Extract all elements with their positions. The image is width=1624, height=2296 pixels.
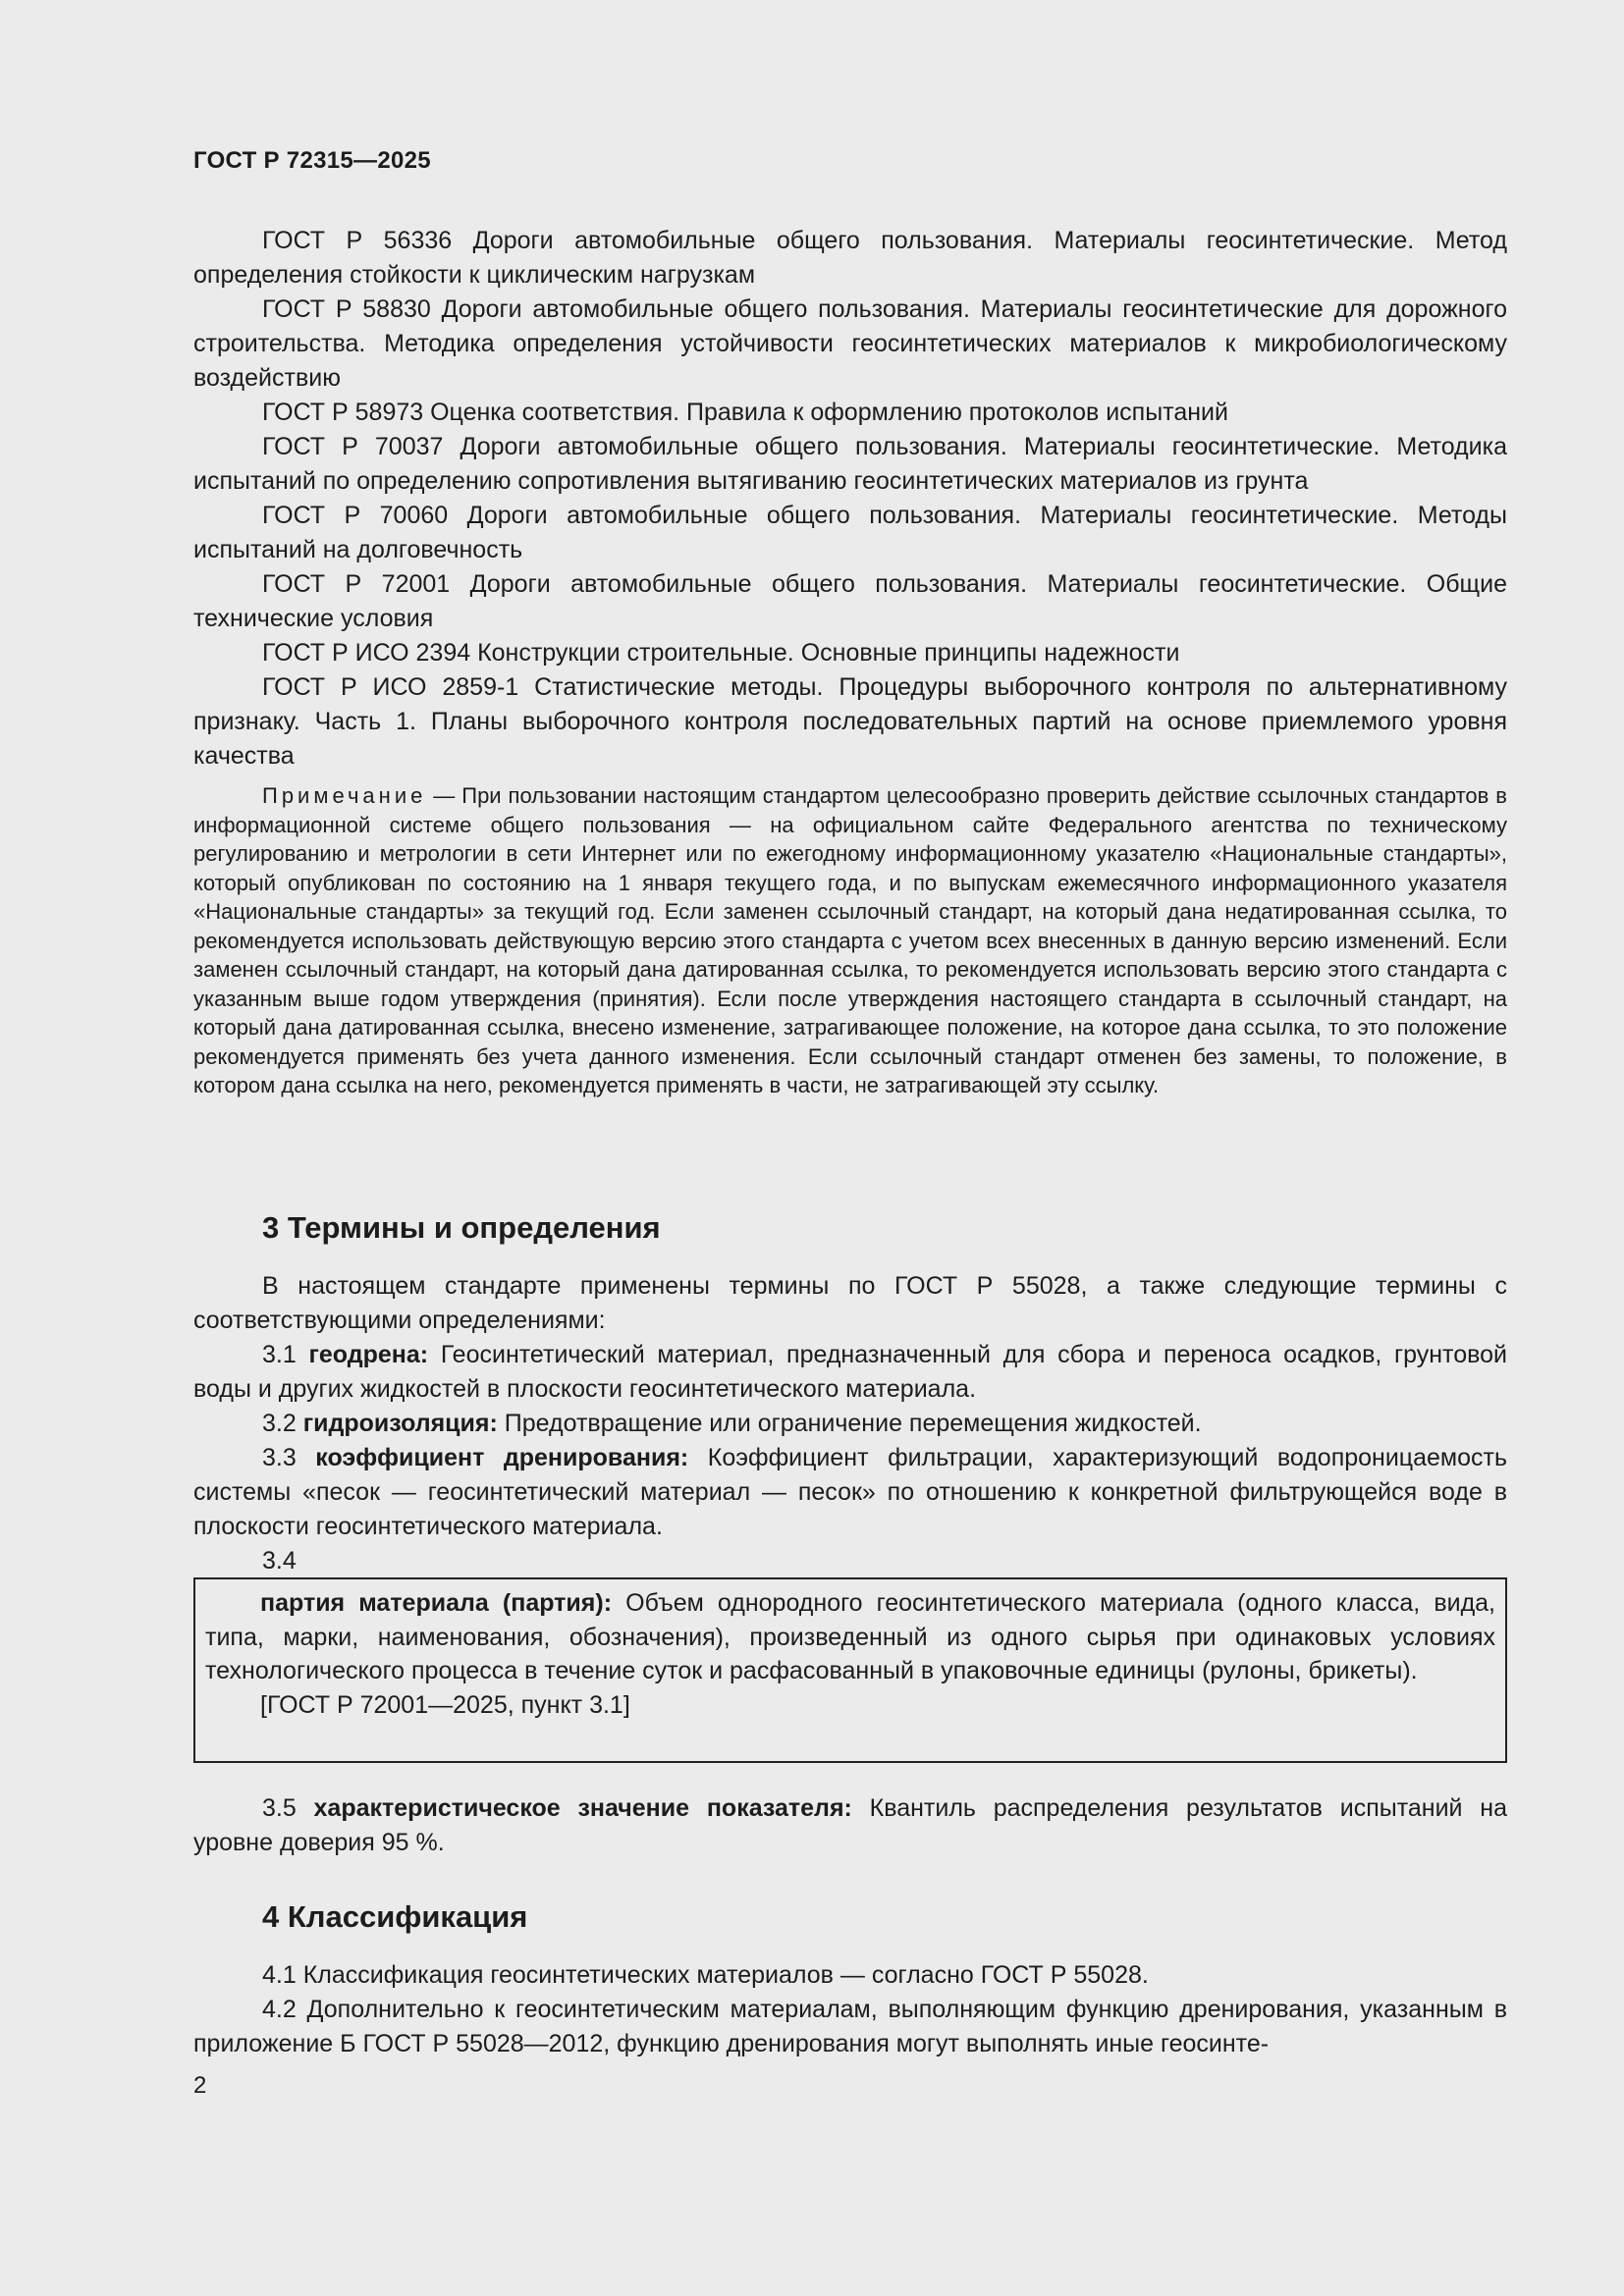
term-3-1 — [193, 1338, 1507, 1407]
page-number: 2 — [193, 2072, 207, 2099]
reference-item: ГОСТ Р 70060 Дороги автомобильные общего пользования. Материалы геосинтетические. Методы испытаний на долговечность — [193, 502, 1507, 563]
section4-body — [193, 1958, 1507, 2061]
running-header: ГОСТ Р 72315—2025 — [193, 147, 431, 174]
clause-4-1: 4.1 Классификация геосинтетических материалов — согласно ГОСТ Р 55028. — [262, 1961, 1149, 1989]
term-number: 3.1 — [262, 1341, 309, 1368]
note-text: — При пользовании настоящим стандартом целесообразно проверить действие ссылочных стандартов в информационной системе общего пользования — на официальном сайте Федерального агентства по техническому регулированию и метрологии в сети Интернет или по ежегодному информационному указателю «Национальные стандарты», который опубликован по состоянию на 1 января текущего года, и по выпускам ежемесячного информационного указателя «Национальные стандарты» за текущий год. Если заменен ссылочный стандарт, на который дана недатированная ссылка, то рекомендуется использовать действующую версию этого стандарта с учетом всех внесенных в данную версию изменений. Если заменен ссылочный стандарт, на который дана датированная ссылка, то рекомендуется использовать версию этого стандарта с указанным выше годом утверждения (принятия). Если после утверждения настоящего стандарта в ссылочный стандарт, на который дана датированная ссылка, внесено изменение, затрагивающее положение, на которое дана ссылка, то это положение рекомендуется применять без учета данного изменения. Если ссылочный стандарт отменен без замены, то положение, в котором дана ссылка на него, рекомендуется применять в части, не затрагивающей эту ссылку. — [193, 783, 1507, 1097]
term-number: 3.2 — [262, 1410, 303, 1437]
term-number-3-4: 3.4 — [262, 1547, 297, 1575]
term-definition: Коэффициент фильтрации, характеризующий водопроницаемость системы «песок — геосинтетический материал — песок» по отношению к конкретной фильтрующейся воде в плоскости геосинтетического материала. — [193, 1444, 1507, 1540]
section-heading: 4 Классификация — [262, 1899, 528, 1934]
reference-item: ГОСТ Р 70037 Дороги автомобильные общего пользования. Материалы геосинтетические. Методика испытаний по определению сопротивления вытягиванию геосинтетических материалов из грунта — [193, 433, 1507, 495]
term-definition: Квантиль распределения результатов испытаний на уровне доверия 95 %. — [193, 1794, 1507, 1856]
normative-references-list — [193, 224, 1507, 774]
term-number: 3.3 — [262, 1444, 316, 1471]
term-3-2 — [193, 1407, 1507, 1441]
quoted-term-box — [193, 1577, 1507, 1763]
term-name: гидроизоляция: — [302, 1410, 498, 1437]
term-3-5 — [193, 1791, 1507, 1860]
reference-item: ГОСТ Р ИСО 2859-1 Статистические методы. Процедуры выборочного контроля по альтернативному признаку. Часть 1. Планы выборочного контроля последовательных партий на основе приемлемого уровня качества — [193, 673, 1507, 770]
term-3-5-block — [193, 1791, 1507, 1860]
term-definition: Объем однородного геосинтетического материала (одного класса, вида, типа, марки, наименования, обозначения), произведенный из одного сырья при одинаковых условиях технологического процесса в течение суток и расфасованный в упаковочные единицы (рулоны, брикеты). — [205, 1589, 1496, 1684]
term-name: геодрена: — [308, 1341, 429, 1368]
section3-body — [193, 1269, 1507, 1578]
term-definition: Геосинтетический материал, предназначенный для сбора и переноса осадков, грунтовой воды и других жидкостей в плоскости геосинтетического материала. — [193, 1341, 1508, 1403]
term-name: характеристическое значение показателя: — [313, 1794, 852, 1822]
term-name: партия материала (партия): — [260, 1589, 613, 1617]
term-3-4 — [205, 1586, 1495, 1688]
clause-4-2: 4.2 Дополнительно к геосинтетическим материалам, выполняющим функцию дренирования, указанным в приложение Б ГОСТ Р 55028—2012, функцию дренирования могут выполнять иные геосинте- — [193, 1996, 1507, 2057]
reference-item: ГОСТ Р ИСО 2394 Конструкции строительные. Основные принципы надежности — [262, 639, 1180, 667]
reference-item: ГОСТ Р 56336 Дороги автомобильные общего пользования. Материалы геосинтетические. Метод определения стойкости к циклическим нагрузкам — [193, 227, 1507, 289]
section-heading: 3 Термины и определения — [262, 1210, 661, 1245]
reference-item: ГОСТ Р 72001 Дороги автомобильные общего пользования. Материалы геосинтетические. Общие технические условия — [193, 570, 1507, 632]
reference-item: ГОСТ Р 58830 Дороги автомобильные общего пользования. Материалы геосинтетические для дорожного строительства. Методика определения устойчивости геосинтетических материалов к микробиологическому воздействию — [193, 295, 1507, 392]
term-definition: Предотвращение или ограничение перемещения жидкостей. — [497, 1410, 1202, 1437]
section-intro: В настоящем стандарте применены термины по ГОСТ Р 55028, а также следующие термины с соответствующими определениями: — [193, 1272, 1507, 1334]
term-name: коэффициент дренирования: — [315, 1444, 689, 1471]
term-number: 3.5 — [262, 1794, 314, 1822]
references-note — [193, 781, 1507, 1100]
note-label: Примечание — [262, 783, 427, 808]
term-3-3 — [193, 1441, 1507, 1544]
reference-item: ГОСТ Р 58973 Оценка соответствия. Правила к оформлению протоколов испытаний — [262, 399, 1228, 426]
term-source-reference: [ГОСТ Р 72001—2025, пункт 3.1] — [260, 1690, 630, 1719]
